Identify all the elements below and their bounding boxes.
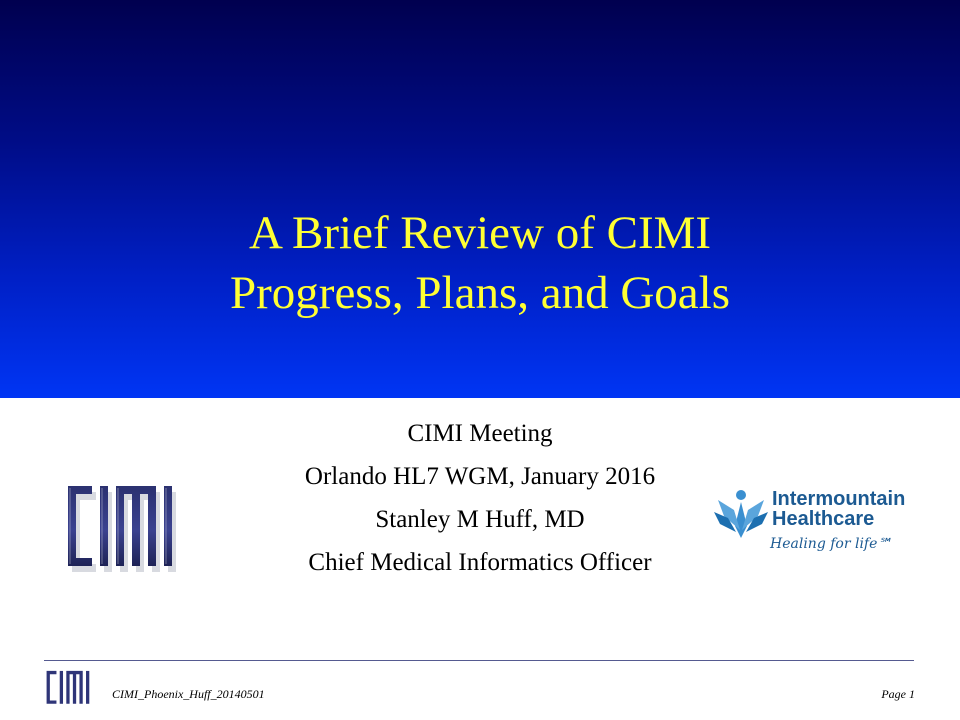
footer-page-number: Page 1 — [881, 687, 915, 701]
intermountain-logo — [712, 486, 948, 568]
title-line-2: Progress, Plans, and Goals — [230, 267, 730, 319]
footer-document-name: CIMI_Phoenix_Huff_20140501 — [112, 687, 265, 701]
subtitle-meeting: CIMI Meeting — [407, 420, 553, 447]
cimi-logo — [64, 474, 186, 586]
cimi-logo-graphic — [64, 474, 186, 586]
title-line-1: A Brief Review of CIMI — [248, 207, 712, 259]
intermountain-name-line-1: Intermountain — [772, 488, 906, 510]
slide-title — [0, 203, 960, 323]
subtitle-role: Chief Medical Informatics Officer — [308, 549, 652, 576]
intermountain-name-line-2: Healthcare — [772, 508, 875, 530]
subtitle-presenter: Stanley M Huff, MD — [375, 506, 585, 533]
intermountain-figure-icon — [712, 486, 770, 544]
intermountain-name — [772, 489, 905, 529]
footer-divider — [44, 660, 914, 661]
intermountain-tagline: Healing for life℠ — [770, 536, 892, 552]
footer-cimi-logo-graphic — [40, 666, 100, 712]
slide-subtitle — [230, 412, 730, 584]
footer-cimi-logo — [40, 666, 100, 712]
subtitle-event: Orlando HL7 WGM, January 2016 — [304, 463, 656, 490]
